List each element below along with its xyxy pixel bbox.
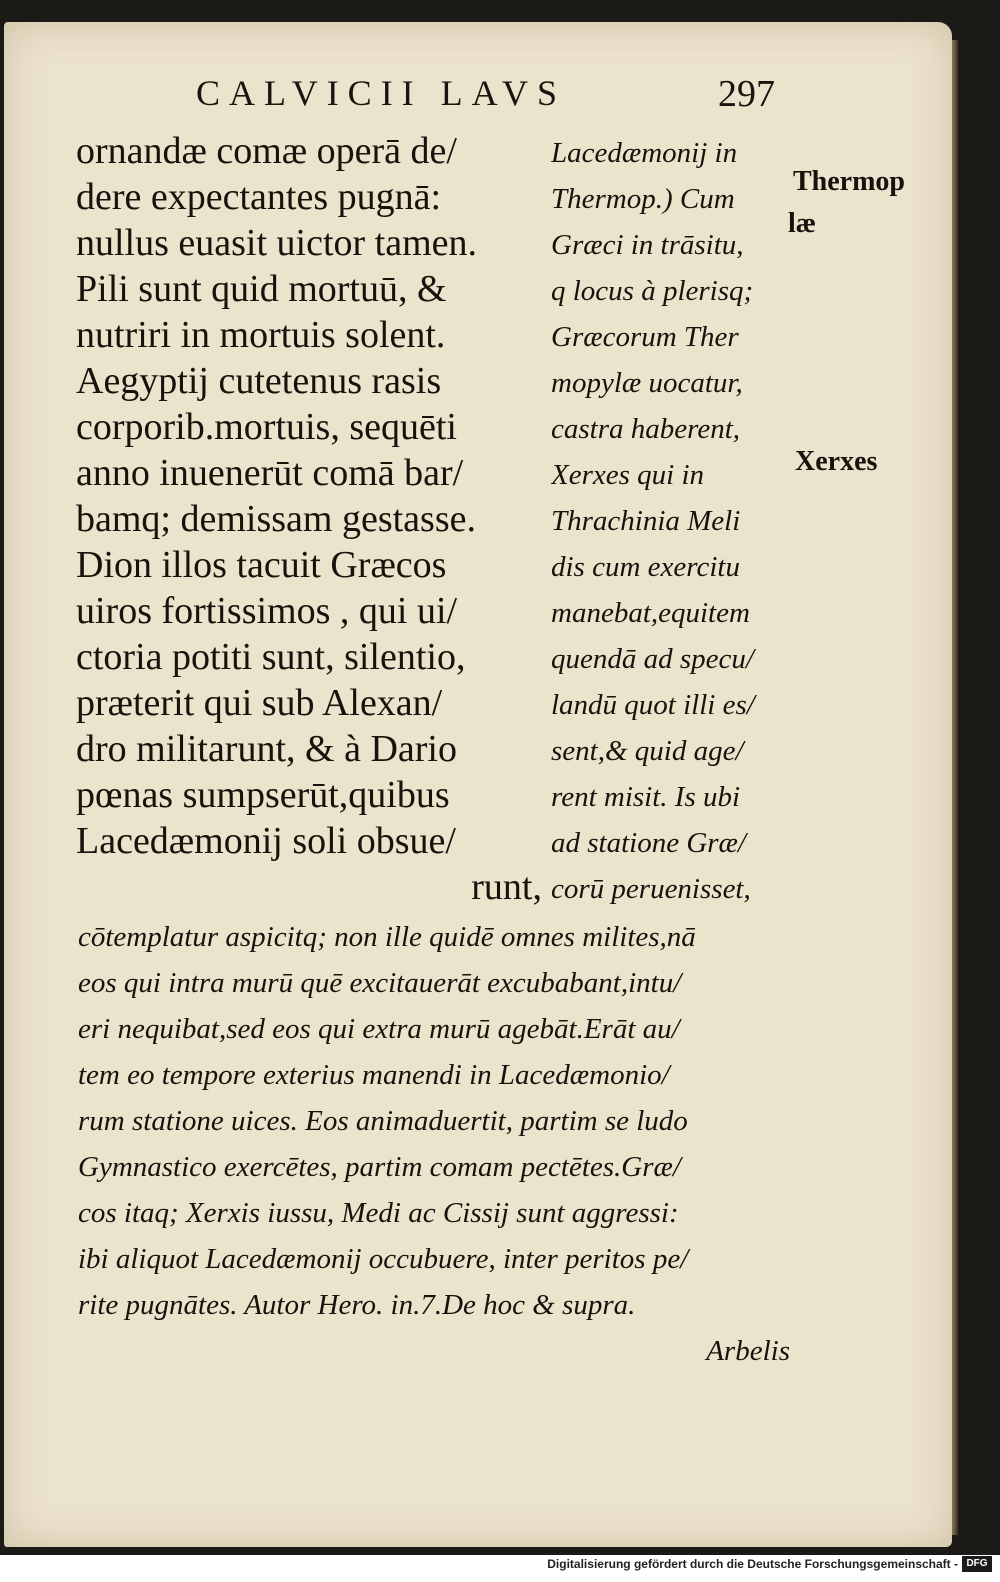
main-text-line: dere expectantes pugnā: xyxy=(76,176,442,218)
main-text-line: ornandæ comæ operā de/ xyxy=(76,130,457,172)
main-text-line: Dion illos tacuit Græcos xyxy=(76,544,447,586)
gloss-line: q locus à plerisq; xyxy=(551,275,754,307)
gloss-line: Græcorum Ther xyxy=(551,321,739,353)
gloss-line: ibi aliquot Lacedæmonij occubuere, inter peritos pe/ xyxy=(78,1243,689,1275)
main-text-line: nullus euasit uictor tamen. xyxy=(76,222,478,264)
main-text-line: Aegyptij cutetenus rasis xyxy=(76,360,442,402)
main-text-line: anno inuenerūt comā bar/ xyxy=(76,452,464,494)
page-header xyxy=(196,72,796,122)
main-text-line: pœnas sumpserūt,quibus xyxy=(76,774,450,816)
gloss-line: landū quot illi es/ xyxy=(551,689,755,721)
gloss-line: quendā ad specu/ xyxy=(551,643,754,675)
gloss-line: manebat,equitem xyxy=(551,597,750,629)
page-number: 297 xyxy=(718,73,775,115)
gloss-line: rum statione uices. Eos animaduertit, partim se ludo xyxy=(78,1105,688,1137)
gloss-line: mopylæ uocatur, xyxy=(551,367,743,399)
running-head: CALVICII LAVS xyxy=(196,73,567,113)
gloss-line: cos itaq; Xerxis iussu, Medi ac Cissij sunt aggressi: xyxy=(78,1197,679,1229)
dfg-logo: DFG xyxy=(962,1556,992,1572)
main-text-line: runt, xyxy=(471,866,542,908)
gloss-line: sent,& quid age/ xyxy=(551,735,744,767)
gloss-line: rite pugnātes. Autor Hero. in.7.De hoc & supra. xyxy=(78,1289,636,1321)
gloss-line: Thrachinia Meli xyxy=(551,505,741,537)
gloss-line: tem eo tempore exterius manendi in Lacedæmonio/ xyxy=(78,1059,670,1091)
gloss-line: castra haberent, xyxy=(551,413,741,445)
gloss-line: Græci in trāsitu, xyxy=(551,229,744,261)
main-text-column xyxy=(76,128,546,910)
gloss-line: ad statione Græ/ xyxy=(551,827,746,859)
main-text-line: nutriri in mortuis solent. xyxy=(76,314,446,356)
main-text-line: dro militarunt, & à Dario xyxy=(76,728,457,770)
gloss-line: corū peruenisset, xyxy=(551,873,751,905)
main-text-line: uiros fortissimos , qui ui/ xyxy=(76,590,458,632)
main-text-line: Lacedæmonij soli obsue/ xyxy=(76,820,456,862)
main-text-line: Pili sunt quid mortuū, & xyxy=(76,268,447,310)
gloss-continuation xyxy=(78,914,790,1374)
gloss-line: eos qui intra murū quē excitauerāt excubabant,intu/ xyxy=(78,967,682,999)
gloss-line: Xerxes qui in xyxy=(551,459,705,491)
main-text-line: bamq; demissam gestasse. xyxy=(76,498,476,540)
gloss-column xyxy=(551,130,791,912)
gloss-line: cōtemplatur aspicitq; non ille quidē omnes milites,nā xyxy=(78,921,696,953)
main-text-line: ctoria potiti sunt, silentio, xyxy=(76,636,466,678)
main-text-line: corporib.mortuis, sequēti xyxy=(76,406,457,448)
footer-credit: Digitalisierung gefördert durch die Deutsche Forschungsgemeinschaft - xyxy=(547,1557,958,1571)
gloss-line: dis cum exercitu xyxy=(551,551,740,583)
gloss-line: rent misit. Is ubi xyxy=(551,781,741,813)
gloss-line: eri nequibat,sed eos qui extra murū agebāt.Erāt au/ xyxy=(78,1013,680,1045)
gloss-line: Lacedæmonij in xyxy=(551,137,738,169)
gloss-line: Gymnastico exercētes, partim comam pectētes.Græ/ xyxy=(78,1151,681,1183)
main-text-line: præterit qui sub Alexan/ xyxy=(76,682,443,724)
gloss-line: Thermop.) Cum xyxy=(551,183,735,215)
margin-note: Xerxes xyxy=(795,446,878,477)
margin-note: Thermop xyxy=(793,166,905,197)
margin-note: læ xyxy=(788,208,816,239)
catchword: Arbelis xyxy=(706,1335,790,1367)
